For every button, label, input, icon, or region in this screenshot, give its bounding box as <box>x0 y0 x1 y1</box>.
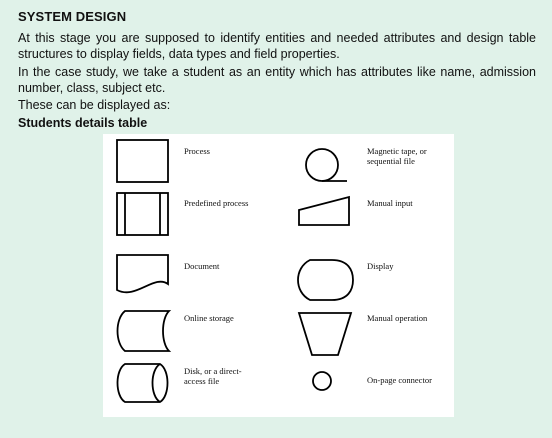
symbol-label-document: Document <box>184 261 220 271</box>
section-heading: SYSTEM DESIGN <box>18 9 127 24</box>
symbol-label-process: Process <box>184 146 210 156</box>
symbol-label-magnetic-tape: Magnetic tape, or sequential file <box>367 146 427 166</box>
document-icon <box>117 255 168 292</box>
flowchart-symbols-figure <box>103 134 454 417</box>
symbol-label-manual-input: Manual input <box>367 198 413 208</box>
manual-operation-icon <box>299 313 351 355</box>
case-study-paragraph: In the case study, we take a student as an entity which has attributes like name, admission number, class, subject etc. <box>18 65 536 95</box>
process-rectangle-icon <box>117 140 168 182</box>
symbol-label-manual-operation: Manual operation <box>367 313 428 323</box>
on-page-connector-icon <box>313 372 331 390</box>
predefined-process-icon <box>117 193 168 235</box>
symbol-label-predefined-process: Predefined process <box>184 198 249 208</box>
intro-paragraph: At this stage you are supposed to identify entities and needed attributes and design table structures to display fields, data types and field properties. <box>18 31 536 61</box>
online-storage-icon <box>118 311 170 351</box>
symbol-label-on-page-connector: On-page connector <box>367 375 432 385</box>
symbol-label-display: Display <box>367 261 394 271</box>
symbol-label-online-storage: Online storage <box>184 313 234 323</box>
display-icon <box>298 260 353 300</box>
magnetic-tape-icon <box>306 149 347 181</box>
table-subheading: Students details table <box>18 116 148 130</box>
disk-cylinder-icon <box>118 364 168 402</box>
manual-input-icon <box>299 197 349 225</box>
symbol-label-disk: Disk, or a direct- access file <box>184 366 242 386</box>
display-intro-paragraph: These can be displayed as: <box>18 98 171 112</box>
